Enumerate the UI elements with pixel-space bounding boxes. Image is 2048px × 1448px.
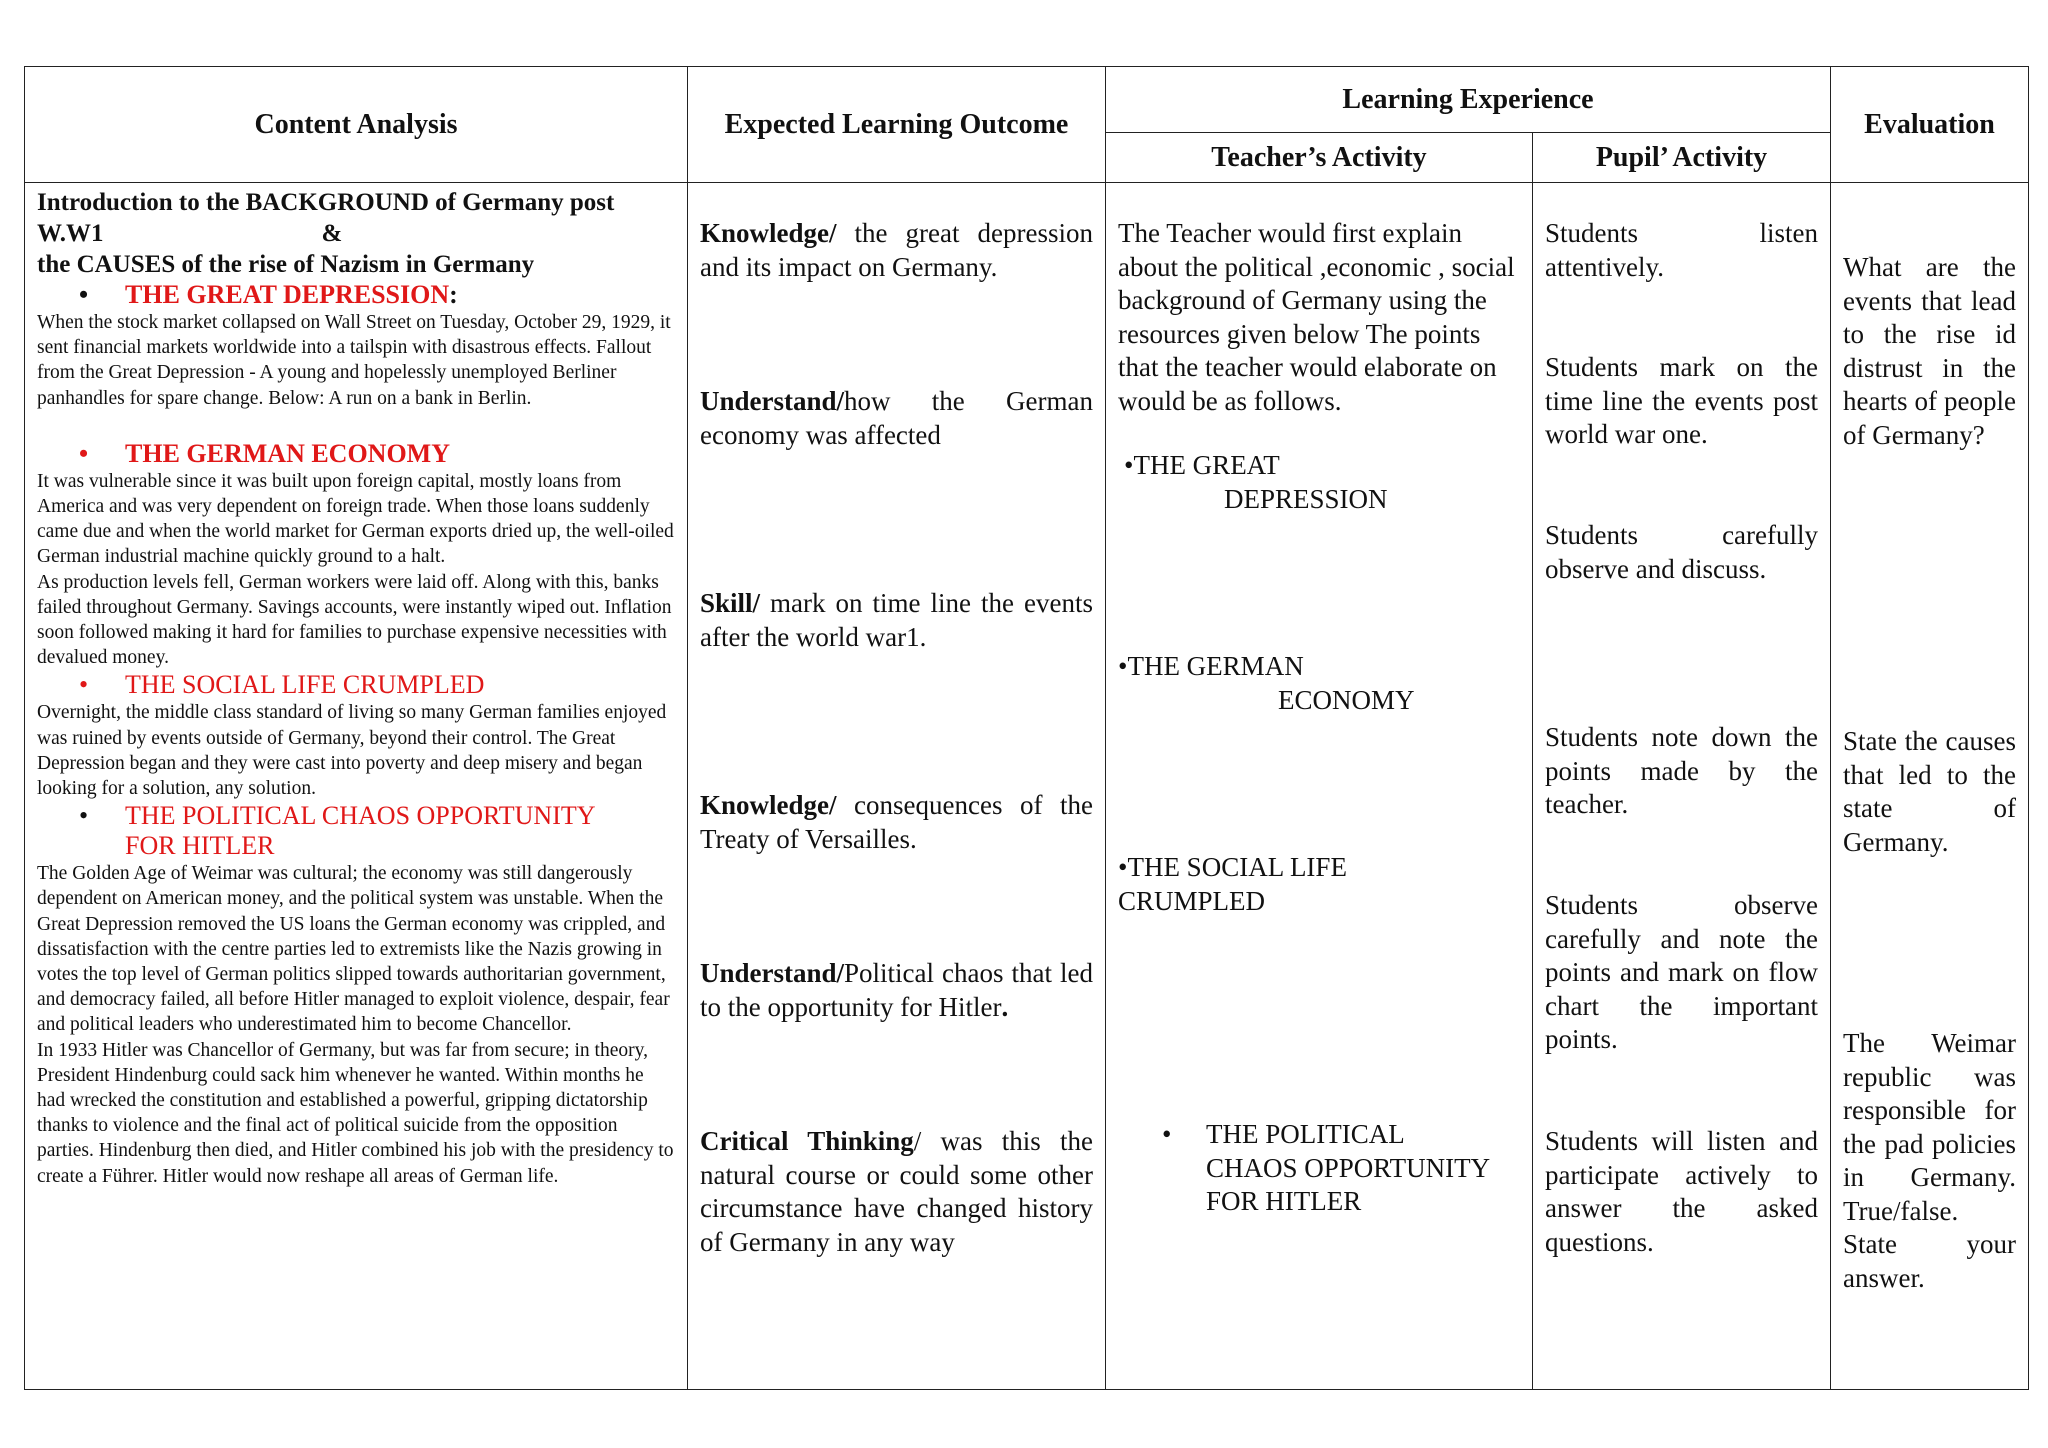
bullet-icon: •: [79, 801, 89, 831]
bullet-icon: •: [79, 438, 89, 468]
pupil-activity-cell: [1533, 183, 1831, 1390]
intro-heading: Introduction to the BACKGROUND of Germany post W.W1 & the CAUSES of the rise of Nazism in Germany: [37, 189, 615, 278]
evaluation-item: What are the events that lead to the rise id distrust in the hearts of people of Germany?: [1843, 252, 2017, 450]
section-german-economy-title: • THE GERMAN ECONOMY: [79, 438, 450, 468]
section-political-chaos-title: • THE POLITICAL CHAOS OPPORTUNITY FOR HITLER: [79, 801, 596, 861]
section-political-chaos-text-2: In 1933 Hitler was Chancellor of Germany, but was far from secure; in theory, President Hindenburg could sack him whenever he wanted. Within months he had wrecked the constitution and established a powerful, gripping dictatorship thanks to violence and the final act of political suicide from the opposition parties. Hindenburg then died, and Hitler combined his job with the presidency to create a Führer. Hitler would now reshape all areas of German life.: [37, 1039, 674, 1187]
header-pupil-activity: Pupil’ Activity: [1533, 133, 1831, 183]
outcome-item: Knowledge/ consequences of the Treaty of Versailles.: [700, 790, 1093, 854]
pupil-item: Students observe carefully and note the points and mark on flow chart the important points.: [1545, 890, 1819, 1054]
outcome-item: Critical Thinking/ was this the natural course or could some other circumstance have changed history of Germany in any way: [700, 1126, 1093, 1257]
header-content-analysis: Content Analysis: [25, 67, 688, 183]
pupil-item: Students will listen and participate actively to answer the asked questions.: [1545, 1126, 1819, 1257]
header-teacher-activity: Teacher’s Activity: [1106, 133, 1533, 183]
header-expected-learning-outcome: Expected Learning Outcome: [688, 67, 1106, 183]
pupil-item: Students mark on the time line the events post world war one.: [1545, 352, 1819, 449]
teacher-item-german-economy: •THE GERMAN ECONOMY: [1118, 651, 1415, 715]
outcome-item: Understand/Political chaos that led to the opportunity for Hitler.: [700, 958, 1093, 1022]
expected-outcome-cell: [688, 183, 1106, 1390]
teacher-intro: The Teacher would first explain about the political ,economic , social background of Germany using the resources given below The points that the teacher would elaborate on would be as follows.: [1118, 218, 1515, 416]
teacher-item-political-chaos: • THE POLITICAL CHAOS OPPORTUNITY FOR HITLER: [1162, 1119, 1491, 1216]
section-german-economy-text-2: As production levels fell, German workers were laid off. Along with this, banks failed throughout Germany. Savings accounts, were instantly wiped out. Inflation soon followed making it hard for families to purchase expensive necessities with devalued money.: [37, 571, 672, 669]
header-learning-experience: Learning Experience: [1106, 67, 1831, 133]
outcome-item: Skill/ mark on time line the events after the world war1.: [700, 588, 1093, 652]
bullet-icon: •: [1162, 1119, 1172, 1149]
outcome-item: Knowledge/ the great depression and its impact on Germany.: [700, 218, 1093, 282]
outcome-item: Understand/how the German economy was affected: [700, 386, 1093, 450]
teacher-activity-cell: [1106, 183, 1533, 1390]
pupil-item: Students listen attentively.: [1545, 218, 1819, 282]
pupil-item: Students note down the points made by the teacher.: [1545, 722, 1819, 819]
bullet-icon: •: [79, 280, 89, 309]
evaluation-cell: [1831, 183, 2029, 1390]
teacher-item-great-depression: •THE GREAT DEPRESSION: [1124, 450, 1388, 514]
section-great-depression-text: When the stock market collapsed on Wall Street on Tuesday, October 29, 1929, it sent financial markets worldwide into a tailspin with disastrous effects. Fallout from the Great Depression - A young and hopelessly unemployed Berliner panhandles for spare change. Below: A run on a bank in Berlin.: [37, 312, 671, 409]
evaluation-item: State the causes that led to the state of Germany.: [1843, 726, 2017, 857]
lesson-plan-table: [24, 66, 2029, 1390]
bullet-icon: •: [79, 670, 89, 700]
pupil-item: Students carefully observe and discuss.: [1545, 520, 1819, 584]
section-social-life-text: Overnight, the middle class standard of living so many German families enjoyed was ruined by events outside of Germany, beyond their control. The Great Depression began and they were cast into poverty and deep misery and began looking for a solution, any solution.: [37, 702, 667, 800]
content-analysis-cell: [25, 183, 688, 1390]
section-political-chaos-text-1: The Golden Age of Weimar was cultural; the economy was still dangerously dependent on American money, and the political system was unstable. When the Great Depression removed the US loans the German economy was crippled, and dissatisfaction with the centre parties led to extremists like the Nazis growing in votes the top level of German politics slipped towards authoritarian government, and democracy failed, all before Hitler managed to exploit violence, despair, fear and political leaders who underestimated him to become Chancellor.: [37, 863, 670, 1036]
section-social-life-title: • THE SOCIAL LIFE CRUMPLED: [79, 670, 485, 700]
section-german-economy-text-1: It was vulnerable since it was built upon foreign capital, mostly loans from America and was very dependent on foreign trade. When those loans suddenly came due and when the world market for German exports dried up, the well-oiled German industrial machine quickly ground to a halt.: [37, 470, 674, 568]
header-evaluation: Evaluation: [1831, 67, 2029, 183]
evaluation-item: The Weimar republic was responsible for the pad policies in Germany. True/false. State your answer.: [1843, 1028, 2017, 1293]
section-great-depression-title: • THE GREAT DEPRESSION:: [79, 280, 458, 309]
teacher-item-social-life: •THE SOCIAL LIFE CRUMPLED: [1118, 852, 1347, 916]
